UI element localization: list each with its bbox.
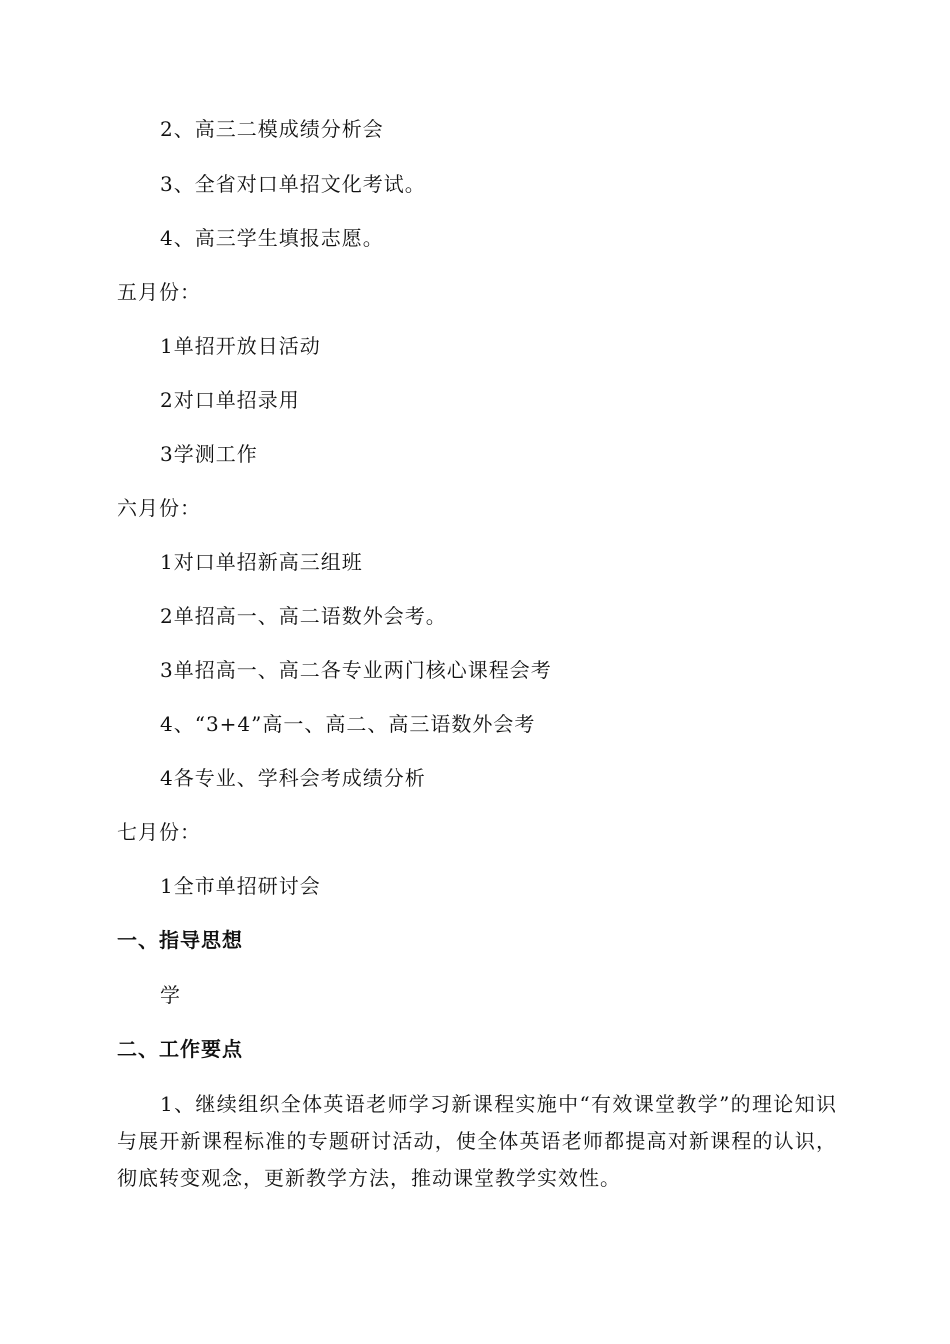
may-item-1: 1单招开放日活动 bbox=[160, 334, 321, 358]
april-item-3: 3、全省对口单招文化考试。 bbox=[160, 172, 426, 196]
section-2-heading: 二、工作要点 bbox=[117, 1037, 243, 1061]
july-heading: 七月份： bbox=[117, 820, 201, 844]
june-item-2: 2单招高一、高二语数外会考。 bbox=[160, 604, 447, 628]
april-item-2: 2、高三二模成绩分析会 bbox=[160, 117, 384, 141]
june-item-3: 3单招高一、高二各专业两门核心课程会考 bbox=[160, 658, 552, 682]
may-item-2: 2对口单招录用 bbox=[160, 388, 300, 412]
may-item-3: 3学测工作 bbox=[160, 442, 258, 466]
july-item-1: 1全市单招研讨会 bbox=[160, 874, 321, 898]
section-1-body: 学 bbox=[160, 983, 181, 1007]
april-item-4: 4、高三学生填报志愿。 bbox=[160, 226, 384, 250]
june-item-5: 4各专业、学科会考成绩分析 bbox=[160, 766, 426, 790]
may-heading: 五月份： bbox=[117, 280, 201, 304]
section-1-heading: 一、指导思想 bbox=[117, 928, 243, 952]
june-item-4: 4、“3+4”高一、高二、高三语数外会考 bbox=[160, 712, 536, 736]
section-2-paragraph-1: 1、继续组织全体英语老师学习新课程实施中“有效课堂教学”的理论知识与展开新课程标准的专题研讨活动，使全体英语老师都提高对新课程的认识，彻底转变观念，更新教学方法，推动课堂教学实效性。 bbox=[117, 1092, 837, 1190]
june-item-1: 1对口单招新高三组班 bbox=[160, 550, 363, 574]
june-heading: 六月份： bbox=[117, 496, 201, 520]
